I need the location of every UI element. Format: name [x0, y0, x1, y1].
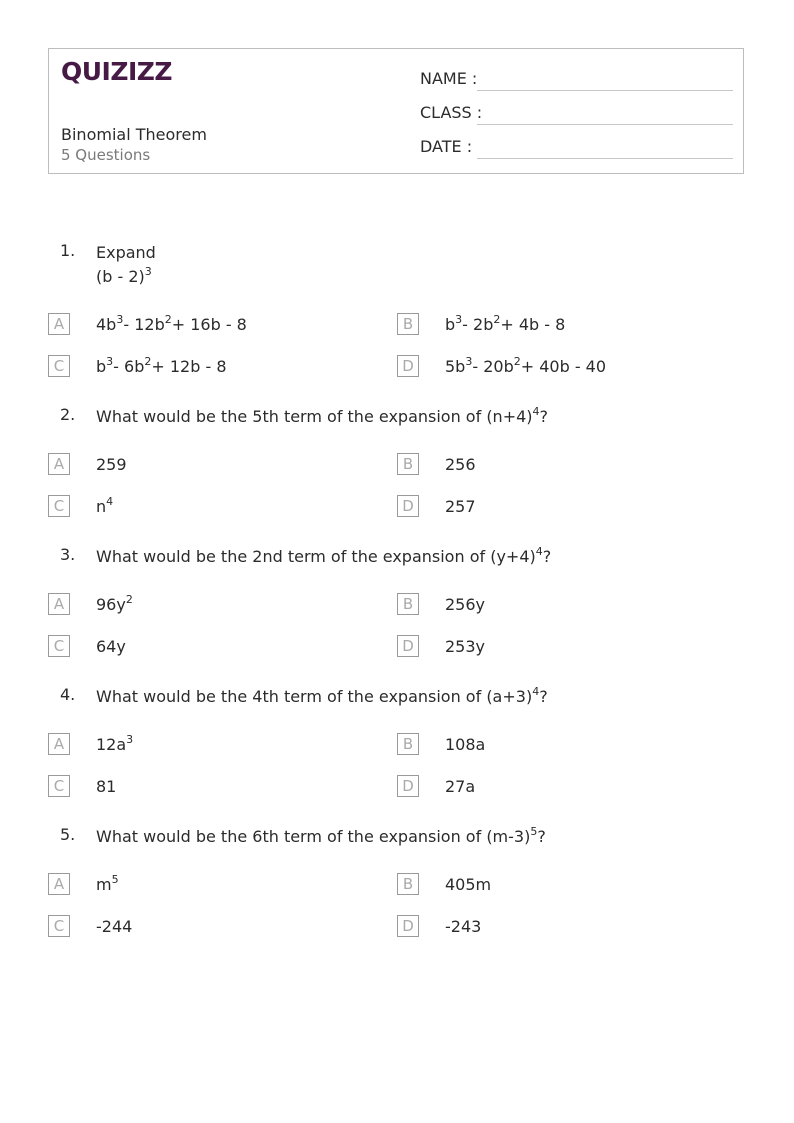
option-text: 253y — [445, 637, 486, 656]
option-text: $5b^3-$ $20b^2+ 40b - 40$ — [445, 355, 607, 376]
question-number: 4. — [60, 685, 76, 704]
option-text: 27a — [445, 777, 476, 796]
option-letter: A — [48, 593, 70, 615]
option-text: $b^3-$ $6b^2+ 12b - 8$ — [96, 355, 227, 376]
question-prompt: Expand — [96, 243, 156, 262]
question-number: 5. — [60, 825, 76, 844]
option-text: 108a — [445, 735, 486, 754]
quizizz-logo: QUIZIZZ — [61, 57, 173, 86]
option-text: -244 — [96, 917, 133, 936]
option-letter: D — [397, 915, 419, 937]
option-text: $m^5$ — [96, 873, 119, 894]
option-letter: D — [397, 635, 419, 657]
option-letter: D — [397, 495, 419, 517]
question-number: 3. — [60, 545, 76, 564]
worksheet-header — [48, 48, 744, 174]
class-label: CLASS : — [420, 103, 483, 122]
option-letter: B — [397, 733, 419, 755]
name-label: NAME : — [420, 69, 478, 88]
option-text: $4b^3-$ $12b^2+ 16b - 8$ — [96, 313, 247, 334]
option-text: 256y — [445, 595, 486, 614]
date-label: DATE : — [420, 137, 473, 156]
class-line — [477, 124, 733, 125]
name-line — [477, 90, 733, 91]
option-text: $b^3-$ $2b^2+ 4b - 8$ — [445, 313, 566, 334]
option-letter: B — [397, 873, 419, 895]
option-letter: B — [397, 313, 419, 335]
option-text: 259 — [96, 455, 127, 474]
option-letter: D — [397, 775, 419, 797]
option-letter: B — [397, 593, 419, 615]
option-letter: A — [48, 313, 70, 335]
option-letter: C — [48, 915, 70, 937]
worksheet-title: Binomial Theorem — [61, 125, 207, 144]
question-prompt: What would be the 6th term of the expansion of $(m-3)^5$? — [96, 825, 546, 846]
option-text: 64y — [96, 637, 126, 656]
option-letter: A — [48, 733, 70, 755]
option-text: 405m — [445, 875, 492, 894]
option-text: 256 — [445, 455, 476, 474]
question-prompt: What would be the 4th term of the expansion of $(a+3)^4$? — [96, 685, 548, 706]
option-letter: C — [48, 495, 70, 517]
option-text: -243 — [445, 917, 482, 936]
option-text: 257 — [445, 497, 476, 516]
option-text: $12a^3$ — [96, 733, 134, 754]
option-letter: B — [397, 453, 419, 475]
option-letter: C — [48, 775, 70, 797]
question-number: 2. — [60, 405, 76, 424]
question-number: 1. — [60, 241, 76, 260]
option-text: $96y^2$ — [96, 593, 133, 614]
option-text: 81 — [96, 777, 117, 796]
question-prompt: What would be the 5th term of the expansion of $(n+4)^4$? — [96, 405, 549, 426]
option-letter: D — [397, 355, 419, 377]
question-expression: (b - 2)$^3$ — [96, 265, 152, 286]
option-letter: C — [48, 635, 70, 657]
option-text: $n^4$ — [96, 495, 114, 516]
option-letter: A — [48, 873, 70, 895]
option-letter: A — [48, 453, 70, 475]
question-prompt: What would be the 2nd term of the expansion of $(y+4)^4$? — [96, 545, 552, 566]
option-letter: C — [48, 355, 70, 377]
date-line — [477, 158, 733, 159]
question-count: 5 Questions — [61, 146, 151, 164]
